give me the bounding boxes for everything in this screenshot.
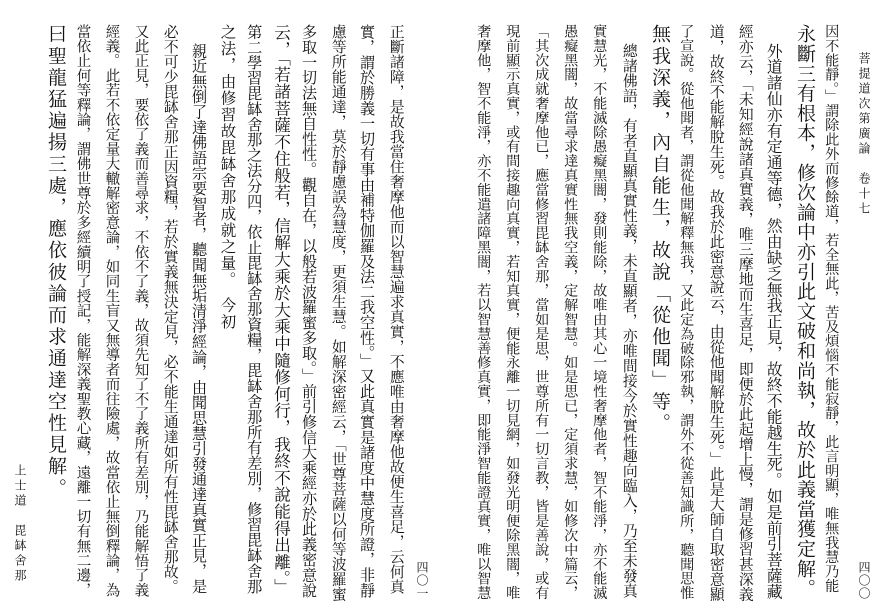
text-column: 慮等所能通達，莫於靜慮誤為慧度，更須生慧。如解深密經云，「世尊菩薩以何等波羅蜜 (329, 24, 347, 602)
text-column: 無我深義，內自能生，故說「從他聞」等。 (649, 24, 671, 435)
text-column: 曰聖龍猛遍揚三處，應依彼論而求通達空性見解。 (45, 24, 67, 500)
right-page (442, 0, 884, 610)
text-column: 必不可少毘缽舍那正因資糧，若於實義無決定見，必不能生通達如所有性毘缽舍那故。 (161, 24, 179, 594)
text-column: 云，「若諸菩薩不住般若，信解大乘於大乘中隨修何行，我終不說能得出離。」 (271, 24, 291, 596)
footer-label: 上士道 毘缽舍那 (13, 464, 27, 584)
text-column: 了宣說。從他聞者，謂從他聞解釋無我，又此定為破除邪執，謂外不從善知識所，聽聞思惟 (678, 24, 695, 600)
text-column: 總諸佛語，有者直顯真實性義，未直顯者，亦唯間接今於實性趣向臨入，乃至未發真 (620, 43, 638, 598)
text-column: 永斷三有根本，修次論中亦引此文破和尚執，故於此義當獲定解。 (794, 24, 816, 599)
text-column: 道，故終不能解脫生死。故我於此密意說云，由從他聞解脫生死。」此是大師自取密意顯 (707, 24, 725, 602)
text-column: 「其次成就奢摩他已，應當修習毘缽舍那，當如是思，世尊所有一切言教，皆是善說，或有 (533, 24, 550, 600)
section-heading: 之法，由修習故毘缽舍那成就之量。 今初 (218, 24, 237, 330)
text-column: 現前顯示真實，或有間接趣向真實，若知真實，便能永離一切見網，如發光明便除黑闇，唯 (504, 24, 521, 600)
text-column: 外道諸仙亦有定通等德，然由缺乏無我正見，故終不能越生死。如是前引菩薩藏 (764, 43, 784, 600)
text-column: 經亦云，「未知經說諸真實義，唯三摩地而生喜足，即便於此起增上慢，謂是修習甚深義 (736, 24, 754, 602)
section-heading: 第二學習毘缽舍那之法分四，依止毘缽舍那資糧，毘缽舍那所有差別，修習毘缽舍那 (245, 24, 264, 594)
text-column: 又此正見，要依了義而善尋求，不依不了義，故須先知了不了義所有差別，乃能解悟了義 (132, 24, 149, 598)
text-column: 奢摩他，智不能淨，亦不能遣諸障黑闇，若以智慧善修真實，即能淨智能證真實，唯以智慧 (475, 24, 492, 600)
page-number: 四〇〇 (857, 561, 871, 600)
text-column: 實，謂於勝義一切有事由補特伽羅及法二我空性。」又此真實是諸度中慧度所證，非靜 (358, 24, 377, 598)
text-column: 實慧光，不能滅除愚癡黑闇，發則能除，故唯由其心一境性奢摩他者，智不能淨，亦不能滅 (591, 24, 608, 600)
text-column: 多取一切法無自性性。觀自在，以般若波羅蜜多取。」前引修信大乘經亦於此義密意說 (300, 24, 319, 598)
text-column: 親近無倒了達佛語宗要智者，聽聞無垢清淨經論，由聞思慧引發通達真實正見，是 (190, 43, 209, 594)
text-column: 愚癡黑闇，故當尋求達真實性無我空義，定解智慧。如是思已，定須求慧，如修次中篇云， (562, 24, 579, 600)
text-column: 正斷諸障，是故我當住奢摩他而以智慧遍求真實，不應唯由奢摩他故便生喜足，云何真 (387, 24, 405, 594)
running-head: 菩提道次第廣論 卷十七 (857, 52, 871, 217)
page-number: 四〇一 (415, 561, 429, 600)
text-column: 當依止何等釋論，謂佛世尊於多經續明了授記，能解深義聖教心藏，遠離一切有無二邊， (74, 24, 91, 598)
text-column: 因不能靜。」謂除此外而修餘道，若全無此，苦及煩惱不能寂靜，此言明顯，唯無我慧乃能 (823, 24, 840, 593)
text-column: 經義。此若不依定量大轍解密意論，如同生盲又無導者而往險處，故當依止無倒釋論，為 (103, 24, 120, 598)
